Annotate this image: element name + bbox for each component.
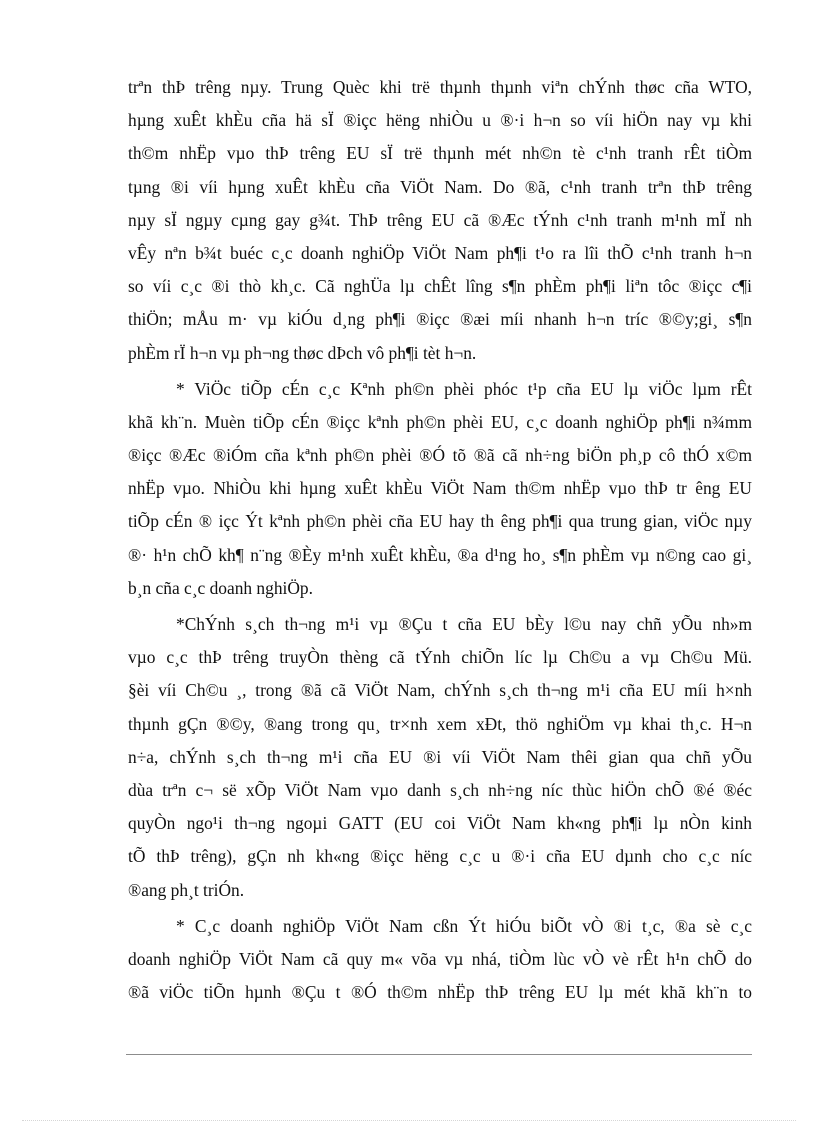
text-line: vÊy nªn b¾t buéc c¸c doanh nghiÖp ViÖt Nam ph¶i t¹o ra lîi thÕ c¹nh tranh h¬n bbox=[128, 242, 752, 263]
text-line: tÕ thÞ trêng), gÇn nh kh«ng ®içc hëng c¸c u ®·i cña EU dµnh cho c¸c níc bbox=[128, 846, 752, 867]
text-line: * ViÖc tiÕp cÉn c¸c Kªnh ph©n phèi phóc t¹p cña EU lµ viÖc lµm rÊt bbox=[176, 378, 752, 399]
text-line: dùa trªn c¬ së xÕp ViÖt Nam vµo danh s¸ch nh÷ng níc thùc hiÖn chÕ ®é ®éc bbox=[128, 779, 752, 800]
text-line: trªn thÞ trêng nµy. Trung Quèc khi trë thµnh thµnh viªn chÝnh thøc cña WTO, bbox=[128, 77, 752, 97]
text-line: tiÕp cÉn ® içc Ýt kªnh ph©n phèi cña EU hay th êng ph¶i qua trung gian, viÖc nµy bbox=[128, 511, 752, 532]
body-text bbox=[128, 71, 752, 1009]
text-line: ®içc ®Æc ®iÓm cña kªnh ph©n phèi ®Ó tõ ®ã cã nh÷ng biÖn ph¸p cô thÓ x©m bbox=[128, 445, 752, 466]
text-line: ®ã viÖc tiÕn hµnh ®Çu t ®Ó th©m nhËp thÞ trêng EU lµ mét khã kh¨n to bbox=[128, 982, 752, 1003]
page-bottom-dotted-border bbox=[22, 1120, 796, 1121]
text-line: nµy sÏ ngµy cµng gay g¾t. ThÞ trêng EU cã ®Æc tÝnh c¹nh tranh m¹nh mÏ nh bbox=[128, 209, 752, 230]
text-line: thµnh gÇn ®©y, ®ang trong qu¸ tr×nh xem xÐt, thö nghiÖm vµ khai th¸c. H¬n bbox=[128, 713, 752, 734]
text-line: vµo c¸c thÞ trêng truyÒn thèng cã tÝnh chiÕn líc lµ Ch©u a vµ Ch©u Mü. bbox=[128, 647, 752, 668]
text-line: * C¸c doanh nghiÖp ViÖt Nam cßn Ýt hiÓu biÕt vÒ ®i t¸c, ®a sè c¸c bbox=[176, 915, 752, 936]
text-line: nhËp vµo. NhiÒu khi hµng xuÊt khÈu ViÖt Nam th©m nhËp vµo thÞ tr êng EU bbox=[128, 478, 752, 499]
text-line: khã kh¨n. Muèn tiÕp cÉn ®içc kªnh ph©n phèi EU, c¸c doanh nghiÖp ph¶i n¾mm bbox=[128, 411, 752, 432]
text-line: ®ang ph¸t triÓn. bbox=[128, 879, 245, 900]
text-line: n÷a, chÝnh s¸ch th¬ng m¹i cña EU ®i víi ViÖt Nam thêi gian qua chñ yÕu bbox=[128, 746, 752, 767]
footer-rule bbox=[126, 1054, 752, 1055]
text-line: phÈm rÏ h¬n vµ ph¬ng thøc dÞch vô ph¶i tèt h¬n. bbox=[128, 342, 477, 363]
text-line: *ChÝnh s¸ch th¬ng m¹i vµ ®Çu t cña EU bÈy l©u nay chñ yÕu nh»m bbox=[176, 614, 752, 634]
text-line: tµng ®i víi hµng xuÊt khÈu cña ViÖt Nam. Do ®ã, c¹nh tranh trªn thÞ trêng bbox=[128, 176, 752, 197]
text-line: b¸n cña c¸c doanh nghiÖp. bbox=[128, 577, 313, 598]
text-line: ®· h¹n chÕ kh¶ n¨ng ®Èy m¹nh xuÊt khÈu, ®a d¹ng ho¸ s¶n phÈm vµ n©ng cao gi¸ bbox=[128, 544, 752, 565]
text-line: quyÒn ngo¹i th¬ng ngoµi GATT (EU coi ViÖt Nam kh«ng ph¶i lµ nÒn kinh bbox=[128, 813, 752, 834]
text-line: so víi c¸c ®i thò kh¸c. Cã nghÜa lµ chÊt lîng s¶n phÈm ph¶i liªn tôc ®içc c¶i bbox=[128, 276, 752, 297]
text-line: doanh nghiÖp ViÖt Nam cã quy m« võa vµ nhá, tiÒm lùc vÒ vè rÊt h¹n chÕ do bbox=[128, 948, 752, 969]
text-line: th©m nhËp vµo thÞ trêng EU sÏ trë thµnh mét nh©n tè c¹nh tranh rÊt tiÒm bbox=[128, 143, 752, 164]
text-line: hµng xuÊt khÈu cña hä sÏ ®içc hëng nhiÒu u ®·i h¬n so víi hiÖn nay vµ khi bbox=[128, 110, 752, 131]
text-line: thiÖn; mÅu m· vµ kiÓu d¸ng ph¶i ®içc ®æi míi nhanh h¬n tríc ®©y;gi¸ s¶n bbox=[128, 309, 752, 330]
text-line: §èi víi Ch©u ¸, trong ®ã cã ViÖt Nam, chÝnh s¸ch th¬ng m¹i cña EU míi h×nh bbox=[128, 680, 752, 701]
